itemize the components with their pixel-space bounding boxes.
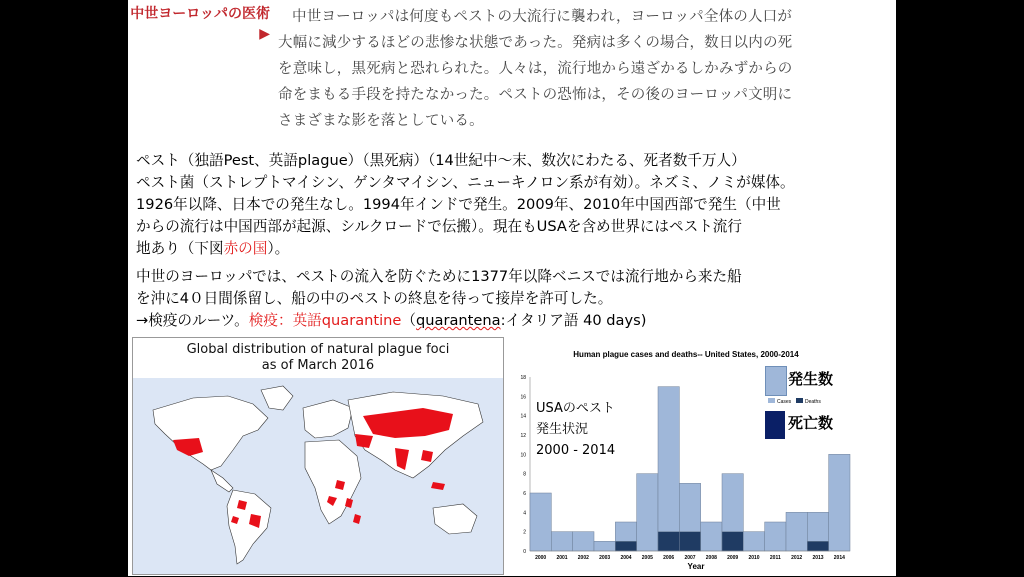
body-text-span: （ — [401, 312, 417, 329]
y-tick-label: 2 — [523, 529, 526, 536]
x-tick-label: 2002 — [577, 555, 589, 561]
usa-note-line-2: 発生状況 — [536, 422, 589, 437]
bar-deaths-2009 — [722, 532, 743, 551]
highlight-quarantine: 検疫：英語quarantine — [248, 312, 402, 329]
body-text-span: 地あり（下図 — [136, 240, 224, 257]
x-tick-label: 2010 — [748, 555, 760, 561]
section-label — [130, 4, 270, 44]
x-tick-label: 2005 — [641, 555, 653, 561]
map-title-line-1: Global distribution of natural plague foci — [186, 342, 450, 357]
bar-cases-2006 — [658, 387, 679, 551]
intro-line: 命をまもる手段を持たなかった。ペストの恐怖は，その後のヨーロッパ文明に — [278, 87, 793, 103]
y-tick-label: 12 — [520, 433, 526, 439]
y-tick-label: 4 — [523, 510, 526, 517]
intro-paragraph — [278, 4, 874, 134]
section-title: 中世ヨーロッパの医術 — [130, 6, 270, 22]
x-tick-label: 2000 — [535, 555, 547, 561]
x-axis-label: Year — [687, 562, 705, 571]
legend-swatch-deaths — [765, 411, 785, 439]
bar-cases-2014 — [829, 454, 850, 551]
usa-note-line-1: USAのペスト — [536, 401, 615, 416]
body-line-4: からの流行は中国西部が起源、シルクロードで伝搬）。現在もUSAを含め世界にはペスト流行 — [136, 218, 742, 235]
map-title-line-2: as of March 2016 — [261, 358, 375, 373]
bar-cases-2010 — [743, 532, 764, 551]
body-line-5 — [136, 238, 888, 260]
body-line-2: ペスト菌（ストレプトマイシン、ゲンタマイシン、ニューキノロン系が有効）。ネズミ、ノミが媒体。 — [136, 174, 795, 191]
bar-deaths-2007 — [679, 532, 700, 551]
y-tick-label: 10 — [520, 452, 526, 459]
body-text-span: ）。 — [267, 240, 290, 257]
body-line-1: ペスト（独語Pest、英語plague）（黒死病）（14世紀中～末、数次にわたる、死者数千万人） — [136, 152, 746, 169]
intro-line: さまざまな影を落としている。 — [278, 113, 484, 129]
x-tick-label: 2007 — [684, 555, 696, 561]
bar-cases-2005 — [637, 474, 658, 551]
highlight-red-countries: 赤の国 — [223, 240, 268, 257]
usa-note — [536, 398, 615, 461]
intro-line: 中世ヨーロッパは何度もペストの大流行に襲われ，ヨーロッパ全体の人口が — [292, 9, 793, 25]
plague-map — [132, 337, 504, 575]
body-line-7: を沖に4０日間係留し、船の中のペストの終息を待って接岸を許可した。 — [136, 290, 613, 307]
x-tick-label: 2013 — [812, 555, 824, 561]
bar-deaths-2006 — [658, 532, 679, 551]
world-map — [133, 338, 503, 574]
chart-title: Human plague cases and deaths-- United States, 2000-2014 — [573, 350, 799, 359]
x-tick-label: 2001 — [556, 555, 568, 561]
bar-deaths-2004 — [615, 541, 636, 551]
intro-line: 大幅に減少するほどの悲惨な状態であった。発病は多くの場合，数日以内の死 — [278, 35, 793, 51]
x-tick-label: 2014 — [833, 555, 845, 561]
body-line-8 — [136, 310, 888, 332]
usa-note-line-3: 2000 - 2014 — [536, 443, 616, 458]
focus-southeast-asia — [421, 450, 433, 462]
x-tick-label: 2009 — [727, 555, 739, 561]
y-tick-label: 14 — [520, 413, 526, 420]
y-tick-label: 8 — [523, 471, 526, 478]
bar-cases-2000 — [530, 493, 551, 551]
body-text-span: →検疫のルーツ。 — [136, 312, 249, 329]
bar-cases-2003 — [594, 541, 615, 551]
y-tick-label: 6 — [523, 491, 526, 497]
legend-label-deaths-small: Deaths — [805, 399, 821, 405]
x-tick-label: 2006 — [663, 555, 675, 561]
y-tick-label: 16 — [520, 394, 526, 401]
x-tick-label: 2004 — [620, 555, 632, 561]
body-line-6: 中世のヨーロッパでは、ペストの流入を防ぐために1377年以降ベニスでは流行地から来た船 — [136, 268, 742, 285]
bar-cases-2012 — [786, 512, 807, 551]
bar-cases-2001 — [551, 532, 572, 551]
x-axis — [530, 551, 850, 561]
legend-swatch-deaths-small — [796, 398, 803, 403]
x-tick-label: 2012 — [791, 555, 803, 561]
bar-cases-2002 — [573, 532, 594, 551]
legend-label-cases-small: Cases — [777, 399, 792, 405]
body-text-span: :イタリア語 40 days) — [500, 312, 647, 329]
legend-swatch-cases-small — [768, 398, 775, 403]
x-tick-label: 2011 — [769, 555, 781, 561]
bar-deaths-2013 — [807, 541, 828, 551]
bar-cases-2011 — [765, 522, 786, 551]
legend-label-deaths: 死亡数 — [788, 414, 834, 432]
body-line-3: 1926年以降、日本での発生なし。1994年インドで発生。2009年、2010年中国西部で発生（中世 — [136, 196, 781, 213]
legend-swatch-cases — [765, 366, 787, 396]
slide — [128, 0, 896, 576]
spellcheck-word: quarantena — [416, 312, 501, 329]
y-tick-label: 18 — [520, 375, 526, 381]
intro-line: を意味し，黒死病と恐れられた。人々は，流行地から遠ざかるしかみずからの — [278, 61, 793, 77]
x-tick-label: 2003 — [599, 555, 611, 561]
y-tick-label: 0 — [523, 549, 526, 555]
legend-label-cases: 発生数 — [788, 370, 834, 388]
triangle-right-icon: ▶ — [259, 26, 270, 42]
bar-cases-2008 — [701, 522, 722, 551]
x-tick-label: 2008 — [705, 555, 717, 561]
y-axis — [520, 375, 530, 555]
